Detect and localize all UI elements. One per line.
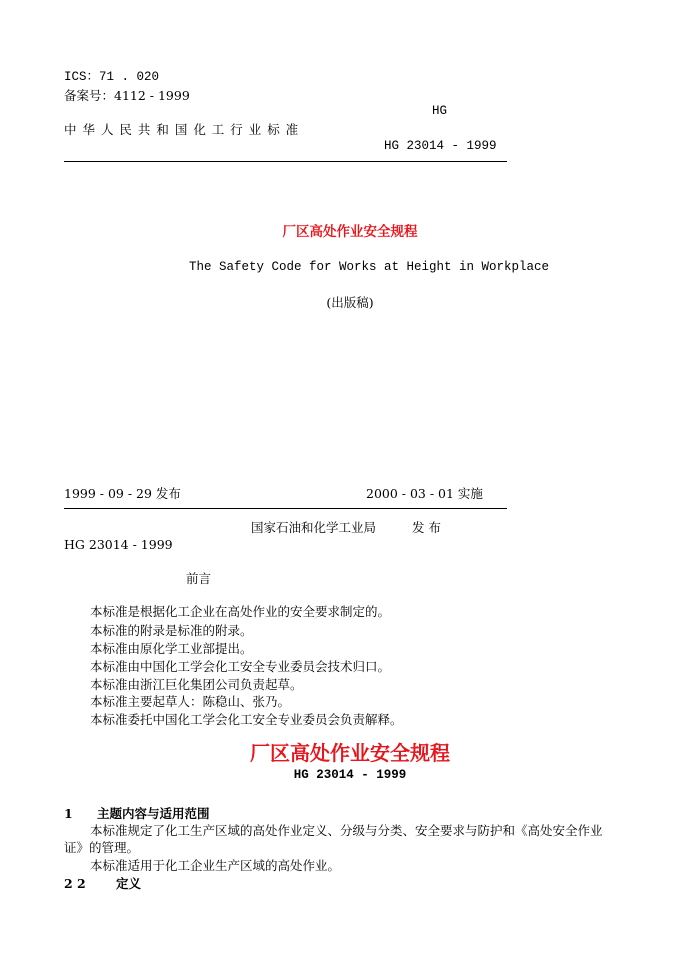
cover-title-en: The Safety Code for Works at Height in Workplace <box>189 260 550 274</box>
foreword-line: 本标准是根据化工企业在高处作业的安全要求制定的。 <box>90 604 391 619</box>
foreword-line: 本标准主要起草人：陈稳山、张乃。 <box>90 694 291 709</box>
section-1-paragraph-line: 本标准规定了化工生产区域的高处作业定义、分级与分类、安全要求与防护和《高处安全作业 <box>90 823 603 838</box>
body-standard-number: HG 23014 - 1999 <box>293 768 407 782</box>
dates-divider <box>64 508 507 509</box>
header-standard-number: HG 23014 - 1999 <box>384 139 497 153</box>
cover-title-cn: 厂区高处作业安全规程 <box>282 224 418 240</box>
section-1-heading: 主题内容与适用范围 <box>97 806 210 821</box>
section-1-paragraph-line: 证》的管理。 <box>64 840 140 855</box>
section-2-number: 2 2 <box>64 876 86 891</box>
foreword-line: 本标准由中国化工学会化工安全专业委员会技术归口。 <box>90 659 391 674</box>
issuer-action: 发 布 <box>412 520 441 535</box>
header-divider <box>64 161 507 162</box>
section-1-paragraph-line: 本标准适用于化工企业生产区域的高处作业。 <box>90 858 341 873</box>
foreword-line: 本标准由原化学工业部提出。 <box>90 641 253 656</box>
issuer: 国家石油和化学工业局 <box>251 520 377 535</box>
section-1-number: 1 <box>64 806 73 821</box>
effective-date: 2000 - 03 - 01 实施 <box>366 486 483 501</box>
filing-number: 备案号：4112 - 1999 <box>64 88 190 103</box>
standard-number-repeat: HG 23014 - 1999 <box>64 537 173 552</box>
issue-date: 1999 - 09 - 29 发布 <box>64 486 181 501</box>
body-title: 厂区高处作业安全规程 <box>250 741 450 765</box>
section-2-heading: 定义 <box>116 876 142 891</box>
foreword-line: 本标准的附录是标准的附录。 <box>90 623 253 638</box>
cover-edition: (出版稿) <box>326 295 374 310</box>
ics-code: ICS：71 . 020 <box>64 70 160 84</box>
foreword-line: 本标准由浙江巨化集团公司负责起草。 <box>90 677 303 692</box>
standard-type: 中 华 人 民 共 和 国 化 工 行 业 标 准 <box>64 122 300 137</box>
hg-mark: HG <box>432 104 448 118</box>
foreword-line: 本标准委托中国化工学会化工安全专业委员会负责解释。 <box>90 712 403 727</box>
foreword-heading: 前言 <box>186 571 212 586</box>
